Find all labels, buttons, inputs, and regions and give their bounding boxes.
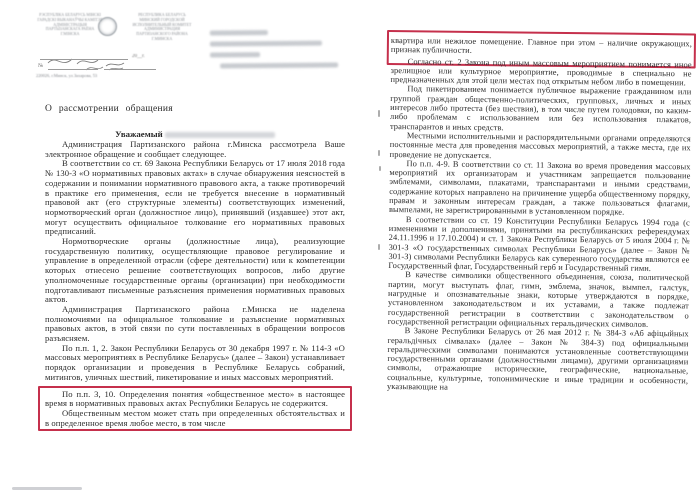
reference-rule	[104, 69, 156, 70]
paragraph: Администрация Партизанского района г.Минска не наделена полномочиями на официальное толкование и разъяснение нормативных правовых актов, в этой связи по сути поставленных в обращении вопросов разъясняем.	[45, 303, 345, 344]
paragraph-highlighted: Общественным местом может стать при определенных обстоятельствах и в определенное время любое место, в том числе	[45, 407, 345, 428]
paragraph: Администрация Партизанского района г.Минска рассмотрела Ваше электронное обращение и сообщает следующее.	[45, 139, 345, 159]
salutation	[45, 129, 345, 139]
highlight-box-public-place	[38, 386, 352, 432]
date-suffix: 20__г.	[132, 54, 145, 59]
letterhead-address: 220026, г.Минск, ул.Захарова, 53	[36, 73, 98, 78]
redacted-line	[210, 41, 322, 47]
redacted-line	[210, 30, 268, 36]
paragraph: В соответствии со ст. 19 Конституции Республики Беларусь 1994 года (с изменениями и дополнениями, принятыми на республиканских референдумах 24.11.1996 и 17.10.2004) и ст. 1 Закона Республики Беларусь от 5 июля 2004 г. № 301-З «О государственных символах Республики Беларусь» (далее – Закон № 301-З) символами Республики Беларусь как суверенного государства являются ее Государственный флаг, Государственный герб и Государственный гимн.	[388, 214, 690, 274]
paragraph: Нормотворческие органы (должностные лица), реализующие государственную политику, осуществляющие правовое регулирование и управление в определенной отрасли (сфере деятельности) или к компетенции которых отнесено решение соответствующих вопросов, либо другие уполномоченные государственные органы (организации) при необходимости подготавливают письменные разъяснения применения нормативных правовых актов.	[45, 236, 345, 305]
paragraph: По п.п. 4-9. В соответствии со ст. 11 Закона во время проведения массовых мероприятий их организаторам и участникам запрещается пользование эмблемами, символами, плакатами, транспарантами и иными средствами, содержание которых направлено на причинение ущерба общественному порядку, правам и законным интересам граждан, а также пользоваться флагами, вымпелами, не зарегистрированными в установленном порядке.	[388, 159, 691, 218]
state-emblem-icon	[98, 17, 117, 36]
paragraph: По п.п. 1, 2. Закон Республики Беларусь от 30 декабря 1997 г. № 114-З «О массовых мероприятиях в Республике Беларусь» (далее – Закон) устанавливает порядок организации и проведения в Республике Беларусь собраний, митингов, уличных шествий, пикетирование и иных массовых мероприятий.	[45, 342, 345, 382]
redacted-line	[210, 52, 260, 57]
page-1-text	[45, 104, 345, 430]
scan-artifact	[379, 166, 381, 171]
paragraph-highlighted: По п.п. 3, 10. Определения понятия «общественное место» в настоящее время в нормативных правовых актах Республики Беларусь не содержится.	[45, 388, 345, 409]
paragraph: В соответствии со ст. 69 Закона Республики Беларусь от 17 июля 2018 года № 130-З «О нормативных правовых актах» в случае обнаружения неясностей в содержании и понимании нормативного правового акта, а также противоречий в практике его применения, если не требуется внесение в нормативный правовой акт (его структурные элементы) соответствующих изменений, нормотворческий орган (должностное лицо), принявший (издавшее) этот акт, могут осуществить официальное толкование его нормативных правовых предписаний.	[45, 158, 345, 237]
redacted-name	[165, 132, 275, 138]
redacted-line	[220, 62, 338, 68]
paragraph: В качестве символики общественного объединения, союза, политической партии, могут выступать флаг, гимн, эмблема, значок, вымпел, галстук, нагрудные и опознавательные знаки, которые утверждаются в порядке, установленном законодательством и их уставами, а также подлежат государственной регистрации в соответствии с законодательством о государственной регистрации официальных геральдических символов.	[387, 270, 690, 329]
number-label: №	[38, 63, 44, 69]
letterhead-russian-block: РЕСПУБЛИКА БЕЛАРУСЬ МИНСКИЙ ГОРОДСКОЙ ИСПОЛНИТЕЛЬНЫЙ КОМИТЕТ АДМИНИСТРАЦИЯ ПАРТИЗАНСКОГО РАЙОНА Г.МИНСКА	[132, 12, 192, 41]
salutation-word: Уважаемый	[115, 129, 163, 139]
paragraph: В Законе Республики Беларусь от 26 мая 2012 г. № 384-З «Аб афіцыйных геральдічных сімвалах» (далее – Закон № 384-З) под официальными геральдическими символами понимаются установленные соответствующими государственными органами (должностными лицами), другими организациями символы, отражающие исторические, географические, национальные, социальные, культурные, топонимические и иные традиции и особенности, указывающие на	[386, 326, 689, 392]
number-rule	[48, 69, 98, 70]
paragraph-highlighted: квартира или нежилое помещение. Главное при этом – наличие окружающих, признак публичности.	[390, 36, 692, 56]
paragraph: Под пикетированием понимается публичное выражение гражданином или группой граждан общественно-политических, групповых, личных и иных интересов либо протеста (без шествия), в том числе путем голодовки, по каким-либо проблемам с использованием или без использования плакатов, транспарантов и иных средств.	[389, 84, 692, 132]
scan-artifact	[378, 150, 380, 156]
scan-artifact	[378, 110, 380, 117]
paragraph: Согласно ст. 2 Закона под иным массовым мероприятием понимается иное зрелищное или культурное мероприятие, проводимые в специально не предназначенных для этой цели местах под открытым небом либо в помещении.	[390, 56, 692, 88]
letterhead-belarusian-block: РЭСПУБЛІКА БЕЛАРУСЬ МІНСКІ ГАРАДСКІ ВЫКАНАЎЧЫ КАМІТЭТ АДМІНІСТРАЦЫЯ ПАРТЫЗАНСКАГА РАЁНА Г.МІНСКА	[37, 12, 103, 37]
date-rule	[40, 59, 128, 60]
scan-artifact	[378, 244, 380, 250]
recipient-address-redacted	[210, 29, 340, 74]
subject-line: О рассмотрении обращения	[45, 104, 173, 114]
page-2-text	[387, 36, 692, 395]
bottom-scan-line	[12, 487, 82, 490]
paragraph: Местными исполнительными и распорядительными органами определяются постоянные места для проведения массовых мероприятий, а также места, где их проведение не допускается.	[389, 131, 691, 160]
